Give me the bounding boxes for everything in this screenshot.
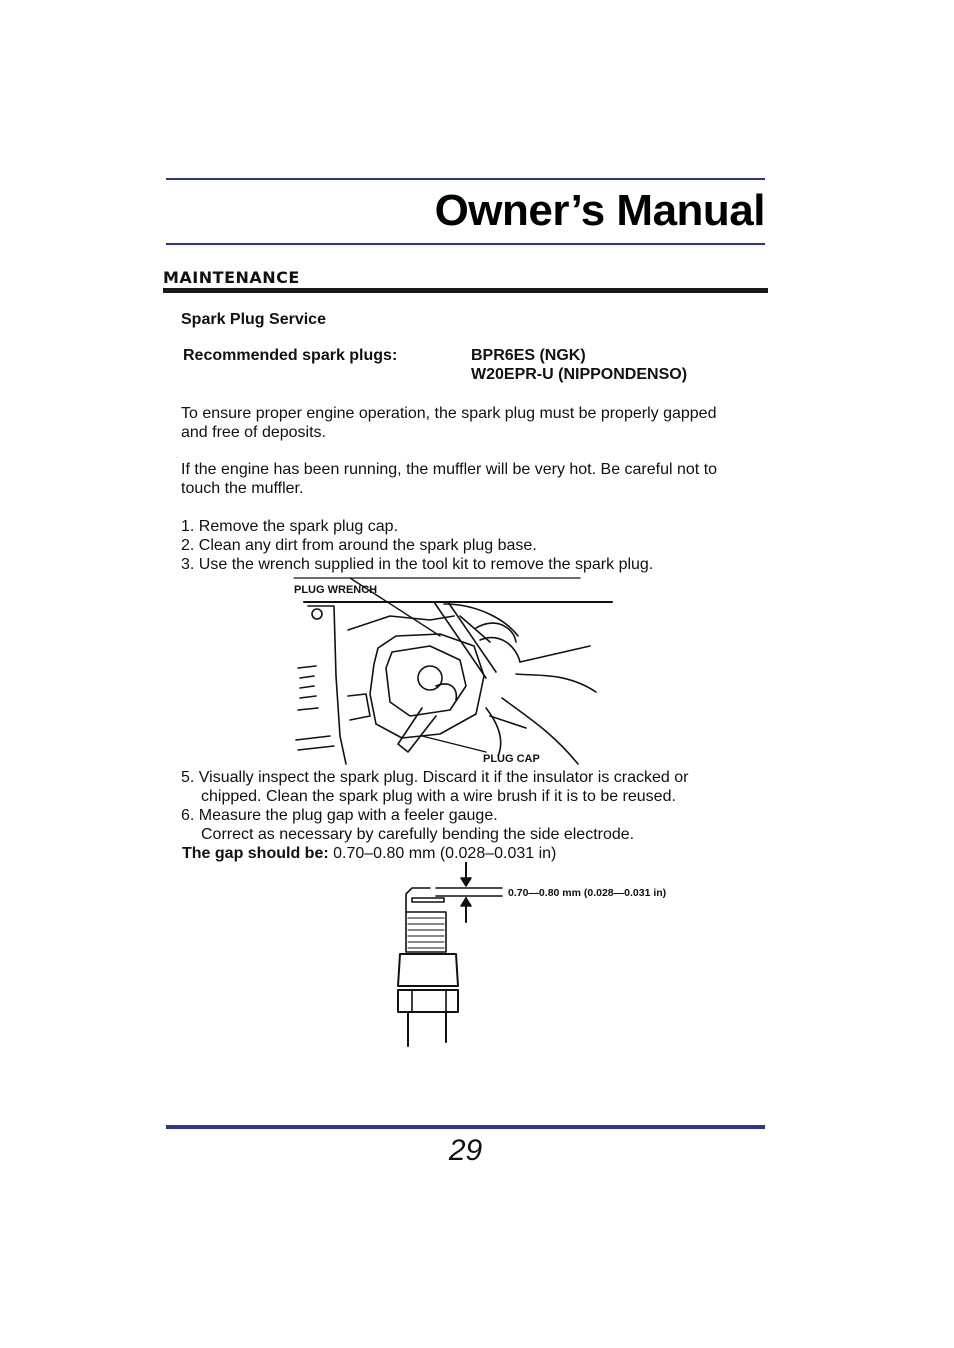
page-number: 29	[448, 1134, 483, 1167]
recommended-label: Recommended spark plugs:	[183, 347, 398, 364]
paragraph-muffler-warning	[181, 460, 717, 498]
list-item: 5. Visually inspect the spark plug. Discard it if the insulator is cracked or	[181, 769, 689, 786]
section-rule	[163, 288, 768, 293]
label-plug-wrench: PLUG WRENCH	[294, 584, 378, 596]
header-rule-bottom	[166, 243, 765, 245]
list-item: 2. Clean any dirt from around the spark plug base.	[181, 537, 537, 554]
steps-list	[181, 517, 653, 574]
paragraph-line: touch the muffler.	[181, 480, 304, 497]
list-item: 3. Use the wrench supplied in the tool kit to remove the spark plug.	[181, 556, 654, 573]
plug-model-2: W20EPR-U (NIPPONDENSO)	[471, 366, 688, 383]
paragraph-line: and free of deposits.	[181, 424, 326, 441]
label-plug-cap: PLUG CAP	[483, 753, 540, 765]
paragraph-line: If the engine has been running, the muffler will be very hot. Be careful not to	[181, 461, 718, 478]
figure-plug-removal	[290, 576, 620, 770]
plug-model-1: BPR6ES (NGK)	[471, 347, 586, 364]
paragraph-gapping	[181, 404, 716, 442]
section-heading: MAINTENANCE	[163, 268, 300, 287]
figure-spark-plug-gap	[390, 862, 720, 1048]
page-title: Owner’s Manual	[434, 186, 765, 235]
gap-label: The gap should be:	[182, 845, 329, 862]
footer-rule	[166, 1125, 765, 1129]
subheading: Spark Plug Service	[181, 311, 326, 328]
gap-spec	[182, 844, 556, 863]
header-rule-top	[166, 178, 765, 180]
list-item-continued: Correct as necessary by carefully bending the side electrode.	[201, 826, 635, 843]
list-item: 6. Measure the plug gap with a feeler gauge.	[181, 807, 498, 824]
gap-callout: 0.70—0.80 mm (0.028—0.031 in)	[508, 887, 667, 899]
gap-value: 0.70–0.80 mm (0.028–0.031 in)	[333, 845, 557, 862]
list-item-continued: chipped. Clean the spark plug with a wire brush if it is to be reused.	[201, 788, 676, 805]
step-5	[181, 768, 689, 806]
step-6	[181, 806, 634, 844]
paragraph-line: To ensure proper engine operation, the spark plug must be properly gapped	[181, 405, 717, 422]
list-item: 1. Remove the spark plug cap.	[181, 518, 399, 535]
